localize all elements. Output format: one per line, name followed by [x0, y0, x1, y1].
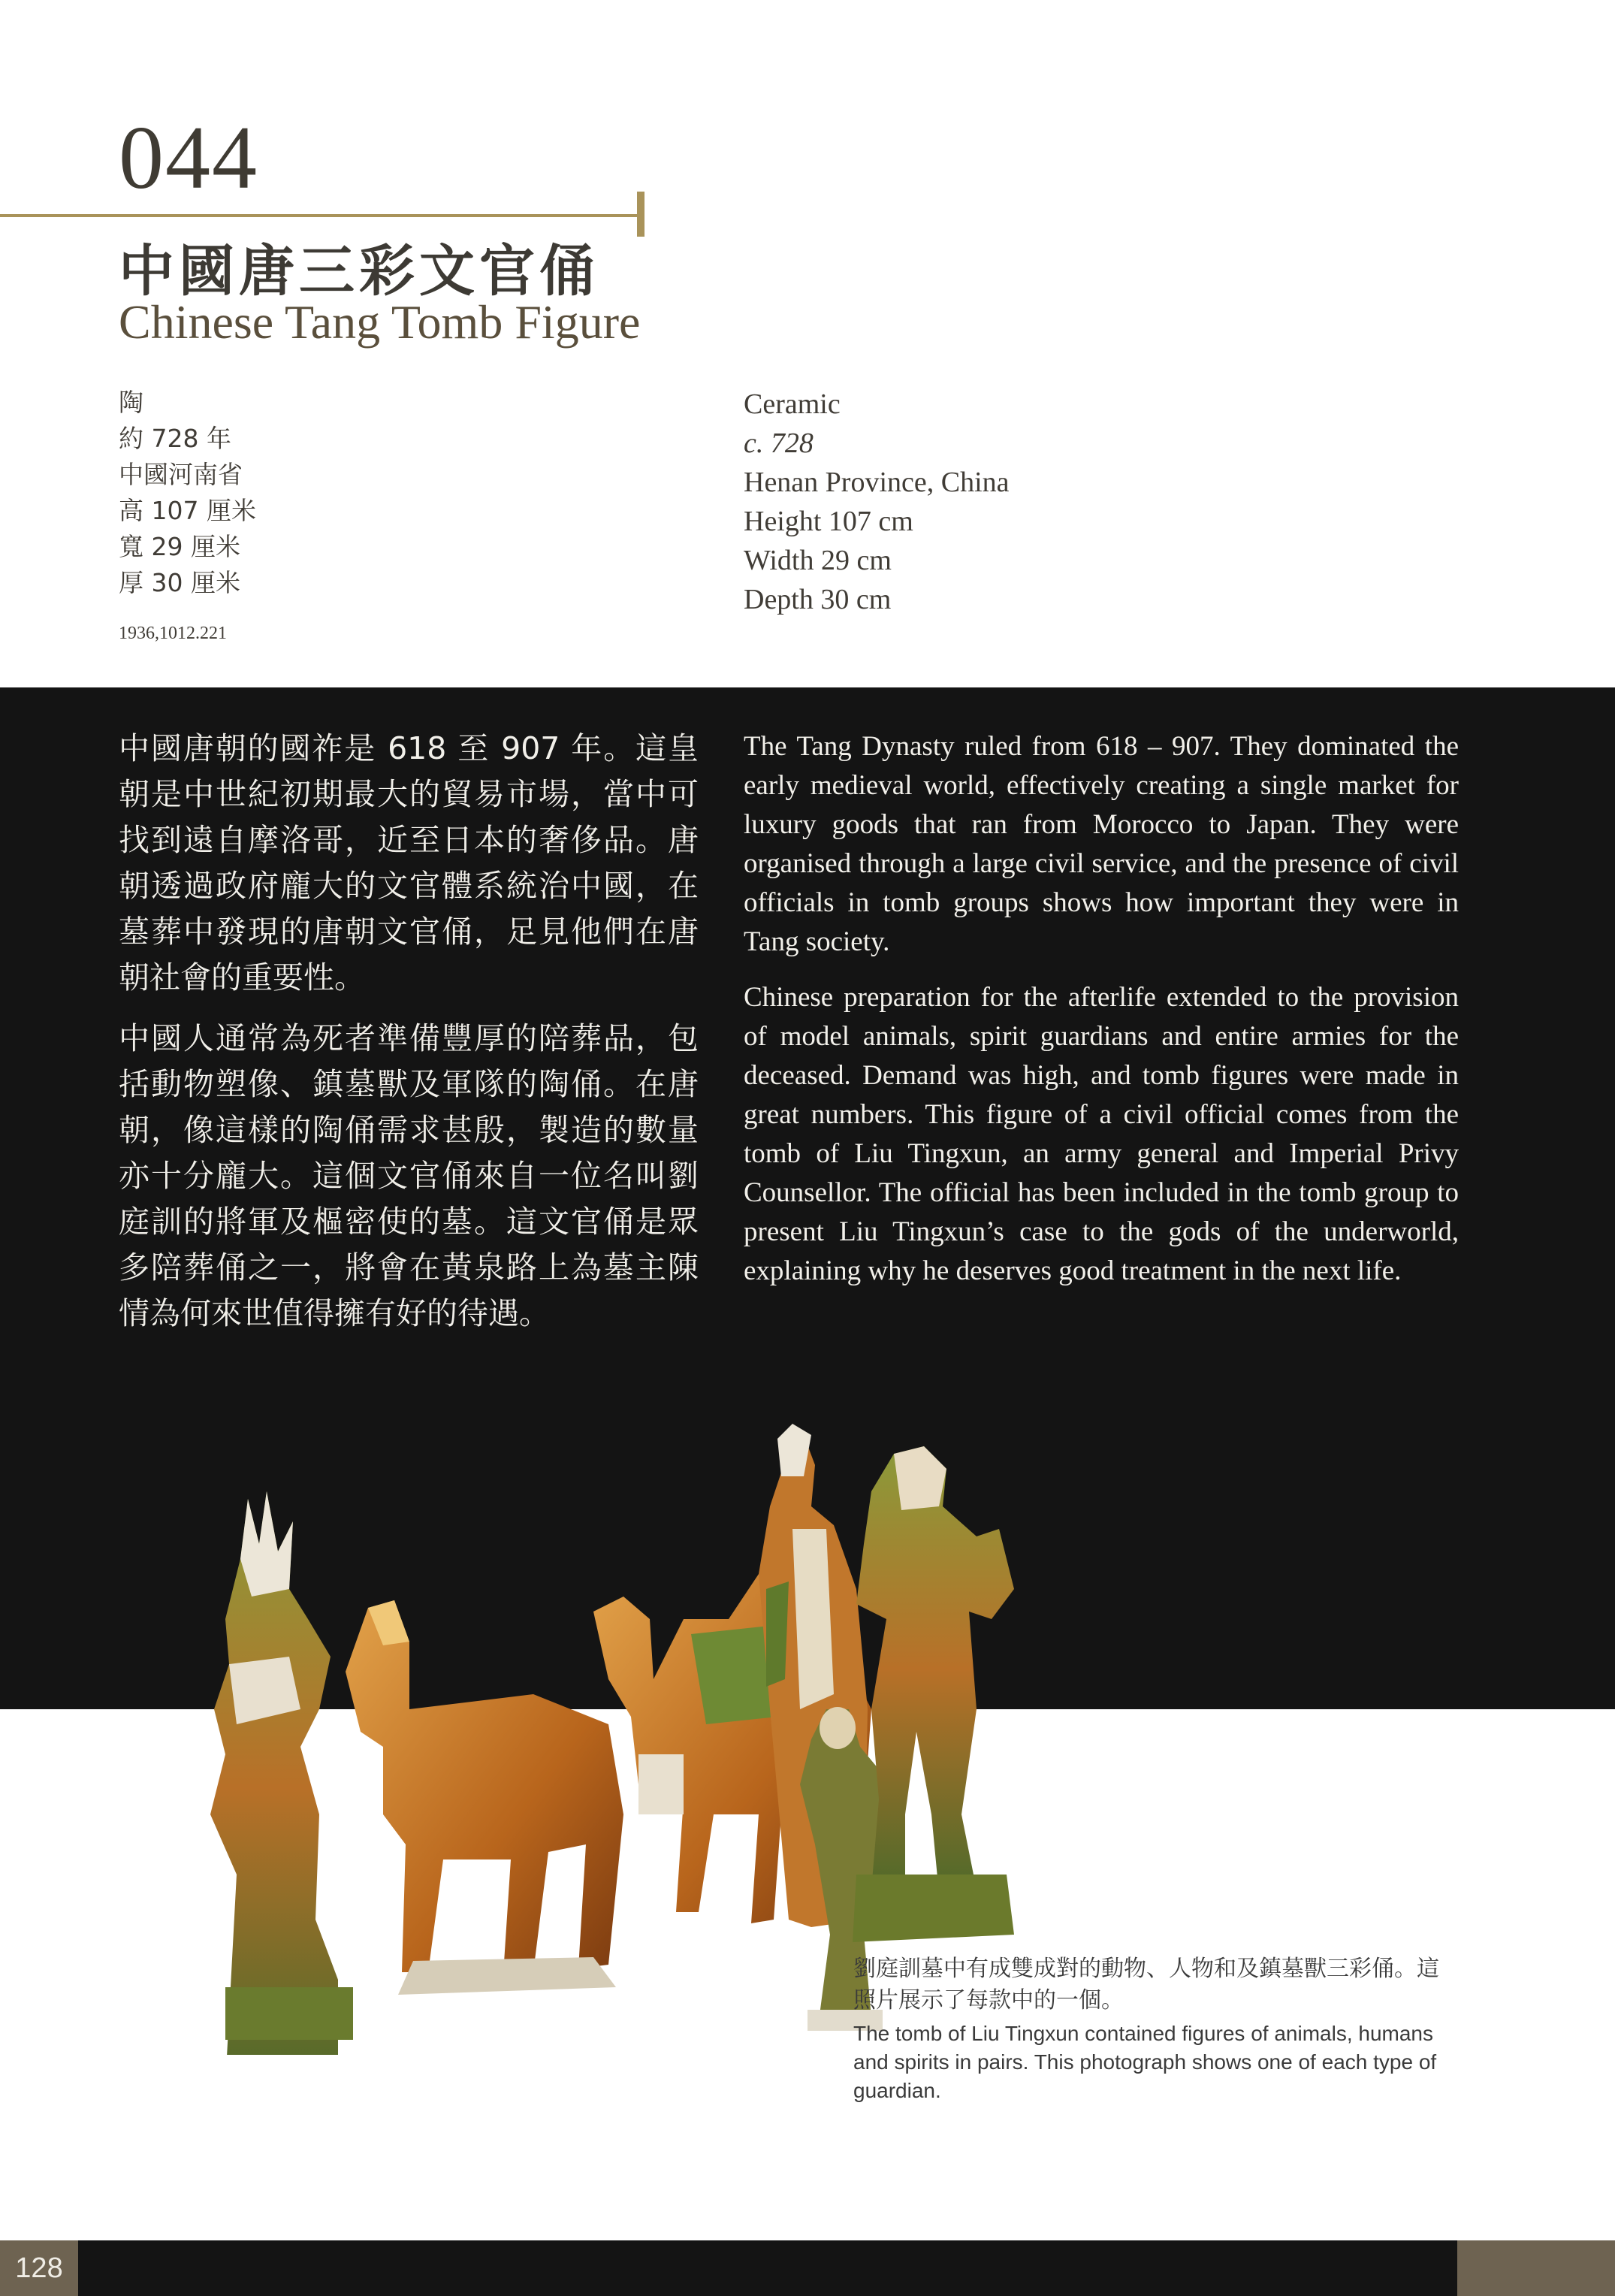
- meta-en-place: Henan Province, China: [744, 467, 1010, 498]
- caption-chinese: 劉庭訓墓中有成雙成對的動物、人物和及鎮墓獸三彩俑。這照片展示了每款中的一個。: [853, 1956, 1439, 2014]
- body-en-paragraph-1: The Tang Dynasty ruled from 618 – 907. They dominated the early medieval world, effectively creating a single market for luxury goods that ran from Morocco to Japan. They were organised through a large civil service, and the presence of civil officials in tomb groups shows how important they were in Tang society.: [744, 731, 1459, 957]
- body-en-paragraph-2: Chinese preparation for the afterlife extended to the provision of model animals, spirit guardians and entire armies for the deceased. Demand was high, and tomb figures were made in great numbers. This figure of a civil official comes from the tomb of Liu Tingxun, an army general and Imperial Privy Counsellor. The official has been included in the tomb group to present Liu Tingxun’s case to the gods of the underworld, explaining why he deserves good treatment in the next life.: [744, 982, 1459, 1286]
- metadata-english: [744, 385, 1010, 619]
- meta-en-date: c. 728: [744, 427, 814, 459]
- gold-rule-tick: [637, 192, 644, 237]
- meta-zh-height: 高 107 厘米: [119, 496, 256, 525]
- page-number: 128: [0, 2240, 78, 2296]
- heavenly-king-figure: [853, 1446, 1014, 1942]
- meta-zh-place: 中國河南省: [119, 460, 243, 489]
- footer-bar: [0, 2240, 1615, 2296]
- meta-en-height: Height 107 cm: [744, 506, 913, 537]
- guardian-beast-figure: [210, 1491, 353, 2055]
- footer-accent-block: [1457, 2240, 1615, 2296]
- title-english: Chinese Tang Tomb Figure: [119, 295, 641, 349]
- metadata-chinese: [119, 385, 256, 601]
- horse-figure: [346, 1600, 623, 1995]
- accession-number: 1936,1012.221: [119, 624, 227, 643]
- meta-en-material: Ceramic: [744, 388, 841, 420]
- photo-caption: [853, 1953, 1454, 2105]
- body-text-english: [744, 727, 1459, 1307]
- item-number: 044: [119, 107, 258, 207]
- meta-zh-depth: 厚 30 厘米: [119, 568, 240, 597]
- caption-english: The tomb of Liu Tingxun contained figures of animals, humans and spirits in pairs. This photograph shows one of each type of guardian.: [853, 2022, 1437, 2102]
- gold-rule: [0, 214, 644, 217]
- meta-zh-width: 寬 29 厘米: [119, 532, 240, 561]
- meta-zh-material: 陶: [119, 388, 143, 417]
- body-text-chinese: [119, 726, 699, 1352]
- body-zh-paragraph-1: 中國唐朝的國祚是 618 至 907 年。這皇朝是中世紀初期最大的貿易市場，當中可找到遠自摩洛哥，近至日本的奢侈品。唐朝透過政府龐大的文官體系統治中國，在墓葬中發現的唐朝文官俑，足見他們在唐朝社會的重要性。: [119, 730, 699, 995]
- title-chinese: 中國唐三彩文官俑: [119, 239, 599, 304]
- body-zh-paragraph-2: 中國人通常為死者準備豐厚的陪葬品，包括動物塑像、鎮墓獸及軍隊的陶俑。在唐朝，像這樣的陶俑需求甚殷，製造的數量亦十分龐大。這個文官俑來自一位名叫劉庭訓的將軍及樞密使的墓。這文官俑是眾多陪葬俑之一，將會在黃泉路上為墓主陳情為何來世值得擁有好的待遇。: [119, 1020, 699, 1331]
- meta-en-depth: Depth 30 cm: [744, 584, 892, 615]
- meta-zh-date: 約 728 年: [119, 424, 231, 453]
- meta-en-width: Width 29 cm: [744, 545, 892, 576]
